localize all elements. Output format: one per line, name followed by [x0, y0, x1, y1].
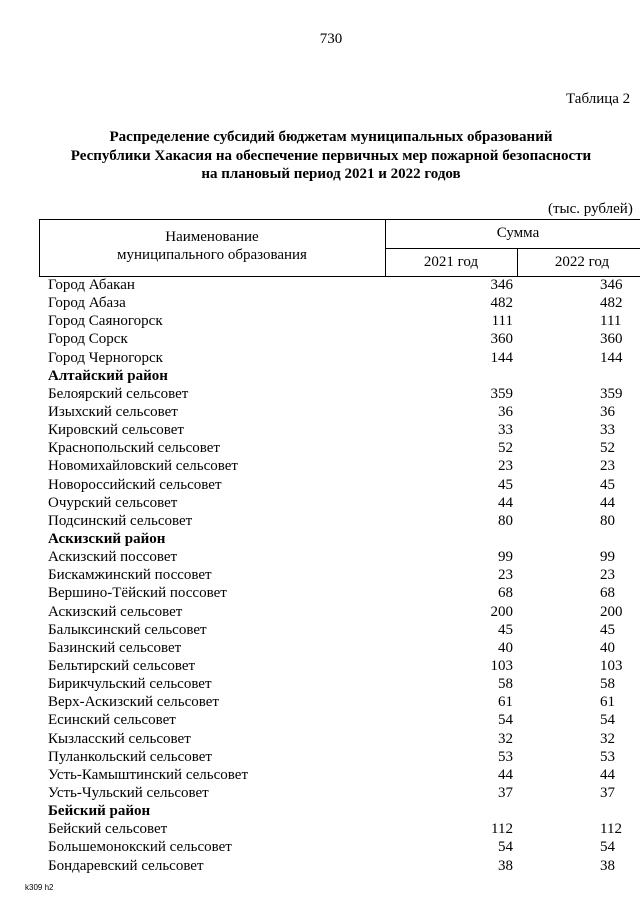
value-2021: 482: [490, 295, 513, 312]
table-row: [0, 730, 640, 748]
table-row: [0, 584, 640, 602]
table-title-line-1: Распределение субсидий бюджетам муниципальных образований: [109, 129, 553, 145]
value-2021: 44: [498, 494, 513, 511]
district-name: Аскизский район: [48, 530, 166, 547]
municipality-name: Верх-Аскизский сельсовет: [48, 694, 219, 711]
value-2022: 54: [600, 839, 615, 856]
municipality-name: Бискамжинский поссовет: [48, 567, 212, 584]
table-row: [0, 349, 640, 367]
value-2021: 37: [498, 784, 513, 801]
municipality-name: Новороссийский сельсовет: [48, 476, 222, 493]
value-2022: 99: [600, 549, 615, 566]
municipality-name: Усть-Чульский сельсовет: [48, 784, 209, 801]
municipality-name: Город Черногорск: [48, 349, 163, 366]
table-row: [0, 766, 640, 784]
municipality-name: Вершино-Тёйский поссовет: [48, 585, 227, 602]
value-2021: 32: [498, 730, 513, 747]
value-2021: 44: [498, 766, 513, 783]
value-2022: 45: [600, 621, 615, 638]
value-2021: 33: [498, 422, 513, 439]
municipality-name: Город Абакан: [48, 277, 135, 293]
value-2022: 40: [600, 639, 615, 656]
value-2021: 80: [498, 512, 513, 529]
table-row: [0, 330, 640, 348]
municipality-name: Краснопольский сельсовет: [48, 440, 220, 457]
value-2022: 360: [600, 331, 623, 348]
value-2022: 54: [600, 712, 615, 729]
municipality-name: Усть-Камыштинский сельсовет: [48, 766, 249, 783]
value-2021: 112: [491, 821, 513, 838]
value-2021: 68: [498, 585, 513, 602]
value-2021: 45: [498, 476, 513, 493]
table-row: [0, 276, 640, 294]
table-row: [0, 403, 640, 421]
value-2022: 68: [600, 585, 615, 602]
table-row: [0, 621, 640, 639]
value-2021: 54: [498, 839, 513, 856]
value-2022: 38: [600, 857, 615, 874]
column-header-sum: Сумма: [496, 225, 540, 241]
column-header-2022: 2022 год: [554, 254, 610, 270]
footer-code: k309 h2: [25, 883, 54, 892]
value-2022: 144: [600, 349, 623, 366]
table-row: [0, 385, 640, 403]
value-2022: 103: [600, 657, 623, 674]
table-row: [0, 657, 640, 675]
municipality-name: Кызласский сельсовет: [48, 730, 191, 747]
municipality-name: Бельтирский сельсовет: [48, 657, 196, 674]
district-header-row: [0, 367, 640, 385]
value-2022: 37: [600, 784, 615, 801]
table-title-line-3: на плановый период 2021 и 2022 годов: [201, 166, 461, 182]
value-2022: 58: [600, 676, 615, 693]
table-row: [0, 548, 640, 566]
value-2022: 32: [600, 730, 615, 747]
value-2022: 36: [600, 403, 615, 420]
value-2021: 23: [498, 567, 513, 584]
value-2022: 44: [600, 494, 615, 511]
district-header-row: [0, 530, 640, 548]
value-2022: 359: [600, 385, 623, 402]
table-row: [0, 838, 640, 856]
value-2021: 45: [498, 621, 513, 638]
value-2022: 44: [600, 766, 615, 783]
municipality-name: Бондаревский сельсовет: [48, 857, 204, 874]
table-title-line-2: Республики Хакасия на обеспечение первичных мер пожарной безопасности: [70, 148, 592, 164]
value-2022: 200: [600, 603, 623, 620]
value-2022: 23: [600, 458, 615, 475]
table-row: [0, 294, 640, 312]
value-2021: 61: [498, 694, 513, 711]
column-header-name-line-2: муниципального образования: [117, 247, 307, 263]
municipality-name: Кировский сельсовет: [48, 422, 184, 439]
table-row: [0, 512, 640, 530]
value-2021: 359: [490, 385, 513, 402]
district-name: Бейский район: [48, 803, 151, 820]
value-2021: 99: [498, 549, 513, 566]
table-row: [0, 421, 640, 439]
municipality-name: Город Абаза: [48, 295, 126, 312]
municipality-name: Очурский сельсовет: [48, 494, 178, 511]
municipality-name: Аскизский поссовет: [48, 549, 178, 566]
value-2021: 58: [498, 676, 513, 693]
value-2021: 40: [498, 639, 513, 656]
value-2022: 23: [600, 567, 615, 584]
table-row: [0, 857, 640, 875]
value-2022: 112: [600, 821, 622, 838]
table-label: Таблица 2: [566, 91, 631, 107]
header-mid-border: [385, 248, 640, 249]
value-2021: 103: [490, 657, 513, 674]
table-row: [0, 675, 640, 693]
table-row: [0, 476, 640, 494]
table-row: [0, 748, 640, 766]
municipality-name: Город Саяногорск: [48, 313, 163, 330]
value-2021: 144: [490, 349, 513, 366]
header-top-border: [39, 219, 640, 220]
value-2022: 53: [600, 748, 615, 765]
table-row: [0, 494, 640, 512]
district-name: Алтайский район: [48, 367, 168, 384]
value-2022: 52: [600, 440, 615, 457]
table-row: [0, 457, 640, 475]
value-2021: 360: [490, 331, 513, 348]
municipality-name: Есинский сельсовет: [48, 712, 176, 729]
municipality-name: Подсинский сельсовет: [48, 512, 193, 529]
column-header-2021: 2021 год: [423, 254, 479, 270]
table-row: [0, 566, 640, 584]
municipality-name: Балыксинский сельсовет: [48, 621, 207, 638]
value-2021: 111: [491, 313, 513, 330]
municipality-name: Базинский сельсовет: [48, 639, 182, 656]
value-2022: 346: [600, 277, 623, 293]
column-header-name-line-1: Наименование: [165, 229, 259, 245]
table-row: [0, 639, 640, 657]
value-2022: 33: [600, 422, 615, 439]
municipality-name: Бирикчульский сельсовет: [48, 676, 212, 693]
table-row: [0, 439, 640, 457]
value-2022: 80: [600, 512, 615, 529]
value-2022: 111: [600, 313, 622, 330]
municipality-name: Белоярский сельсовет: [48, 385, 189, 402]
table-body: [0, 276, 640, 875]
table-row: [0, 603, 640, 621]
municipality-name: Пуланкольский сельсовет: [48, 748, 212, 765]
page-number: 730: [319, 31, 343, 47]
value-2021: 36: [498, 403, 513, 420]
municipality-name: Изыхский сельсовет: [48, 403, 178, 420]
district-header-row: [0, 802, 640, 820]
value-2021: 54: [498, 712, 513, 729]
value-2021: 53: [498, 748, 513, 765]
municipality-name: Большемонокский сельсовет: [48, 839, 232, 856]
table-row: [0, 711, 640, 729]
table-row: [0, 312, 640, 330]
table-row: [0, 693, 640, 711]
municipality-name: Город Сорск: [48, 331, 128, 348]
value-2021: 200: [490, 603, 513, 620]
table-row: [0, 820, 640, 838]
value-2021: 38: [498, 857, 513, 874]
units-label: (тыс. рублей): [548, 201, 633, 217]
value-2022: 61: [600, 694, 615, 711]
value-2021: 52: [498, 440, 513, 457]
table-row: [0, 784, 640, 802]
municipality-name: Бейский сельсовет: [48, 821, 168, 838]
municipality-name: Новомихайловский сельсовет: [48, 458, 238, 475]
value-2021: 346: [490, 277, 513, 293]
municipality-name: Аскизский сельсовет: [48, 603, 183, 620]
value-2022: 45: [600, 476, 615, 493]
value-2022: 482: [600, 295, 623, 312]
value-2021: 23: [498, 458, 513, 475]
